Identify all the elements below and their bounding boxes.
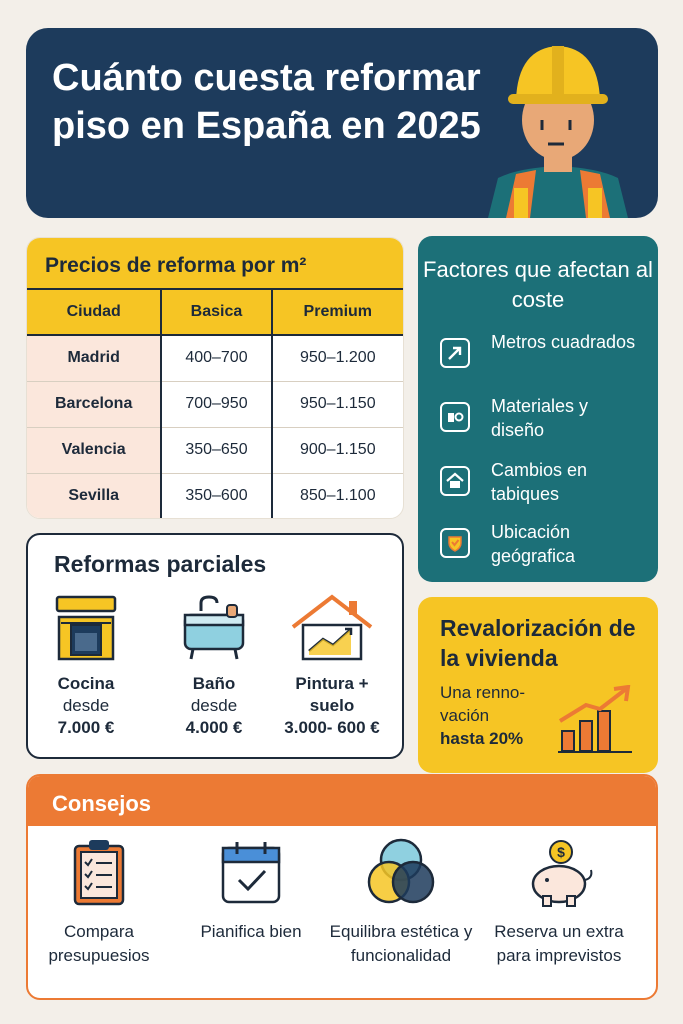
price-table-title: Precios de reforma por m² — [27, 238, 403, 288]
page-title: Cuánto cuesta reformar piso en España en 2025 — [52, 57, 481, 147]
tip-label: Reserva un extra para imprevistos — [494, 922, 624, 965]
partial-reforms-card — [26, 533, 404, 759]
premium-price-cell: 850–1.100 — [272, 473, 403, 519]
svg-text:$: $ — [557, 844, 565, 860]
reform-from: desde — [62, 696, 110, 715]
city-cell: Madrid — [27, 335, 161, 381]
location-icon — [440, 528, 470, 558]
basic-price-cell: 350–600 — [161, 473, 271, 519]
factor-label: Materiales y diseño — [491, 396, 589, 440]
tip-item — [484, 838, 634, 968]
factor-label: Cambios en tabiques — [491, 460, 588, 504]
tip-label: Equilibra estética y funcionalidad — [329, 922, 473, 965]
factor-label: Metros cuadrados — [491, 332, 636, 352]
city-cell: Valencia — [27, 427, 161, 473]
tips-title: Consejos — [28, 776, 656, 826]
table-row — [27, 473, 403, 519]
house-growth-icon — [289, 593, 375, 663]
reform-item-kitchen — [26, 593, 146, 739]
growth-chart-icon — [556, 685, 636, 757]
factor-item — [440, 330, 641, 368]
price-table-card — [26, 237, 404, 519]
column-header-city: Ciudad — [27, 289, 161, 335]
calendar-icon — [219, 838, 283, 908]
factor-item — [440, 520, 641, 568]
table-row — [27, 427, 403, 473]
table-row — [27, 335, 403, 381]
revaluation-description: Una renno- vación — [440, 683, 526, 725]
reform-name: Cocina — [57, 674, 115, 693]
reform-price: 4.000 € — [185, 718, 243, 737]
city-cell: Sevilla — [27, 473, 161, 519]
reform-name: Baño — [192, 674, 236, 693]
tip-item — [326, 838, 476, 968]
basic-price-cell: 400–700 — [161, 335, 271, 381]
premium-price-cell: 950–1.150 — [272, 381, 403, 427]
tip-label: Compara presupuesios — [48, 922, 150, 965]
cost-factors-card — [418, 236, 658, 582]
revaluation-title: Revalorización de la vivienda — [440, 615, 636, 671]
piggy-bank-icon — [521, 838, 597, 908]
tip-item — [26, 838, 174, 968]
price-table — [27, 288, 403, 519]
city-cell: Barcelona — [27, 381, 161, 427]
premium-price-cell: 900–1.150 — [272, 427, 403, 473]
tip-label: Pianifica bien — [200, 922, 302, 941]
reform-from: desde — [190, 696, 238, 715]
reform-price: 7.000 € — [57, 718, 115, 737]
partial-reforms-title: Reformas parciales — [54, 551, 267, 577]
header-banner — [26, 28, 658, 218]
balance-circles-icon — [365, 838, 437, 908]
house-icon — [440, 466, 470, 496]
cost-factors-title: Factores que afectan al coste — [423, 257, 653, 312]
factor-item — [440, 394, 641, 442]
construction-worker-icon — [458, 28, 658, 218]
tips-card — [26, 774, 658, 1000]
arrow-icon — [440, 338, 470, 368]
basic-price-cell: 350–650 — [161, 427, 271, 473]
revaluation-card — [418, 597, 658, 773]
kitchen-icon — [53, 593, 119, 663]
reform-price: 3.000- 600 € — [284, 718, 380, 737]
revaluation-percent: hasta 20% — [440, 729, 524, 748]
tip-item — [176, 838, 326, 944]
reform-name: Pintura + suelo — [295, 674, 369, 715]
table-row — [27, 381, 403, 427]
reform-item-bathroom — [154, 593, 274, 739]
factor-item — [440, 458, 641, 506]
basic-price-cell: 700–950 — [161, 381, 271, 427]
materials-icon — [440, 402, 470, 432]
premium-price-cell: 950–1.200 — [272, 335, 403, 381]
reform-item-paint-floor — [272, 593, 392, 739]
bathtub-icon — [179, 593, 249, 663]
clipboard-icon — [69, 838, 129, 908]
column-header-basic: Basica — [161, 289, 271, 335]
revaluation-text — [440, 681, 560, 750]
column-header-premium: Premium — [272, 289, 403, 335]
factor-label: Ubicación geógrafica — [491, 522, 576, 566]
